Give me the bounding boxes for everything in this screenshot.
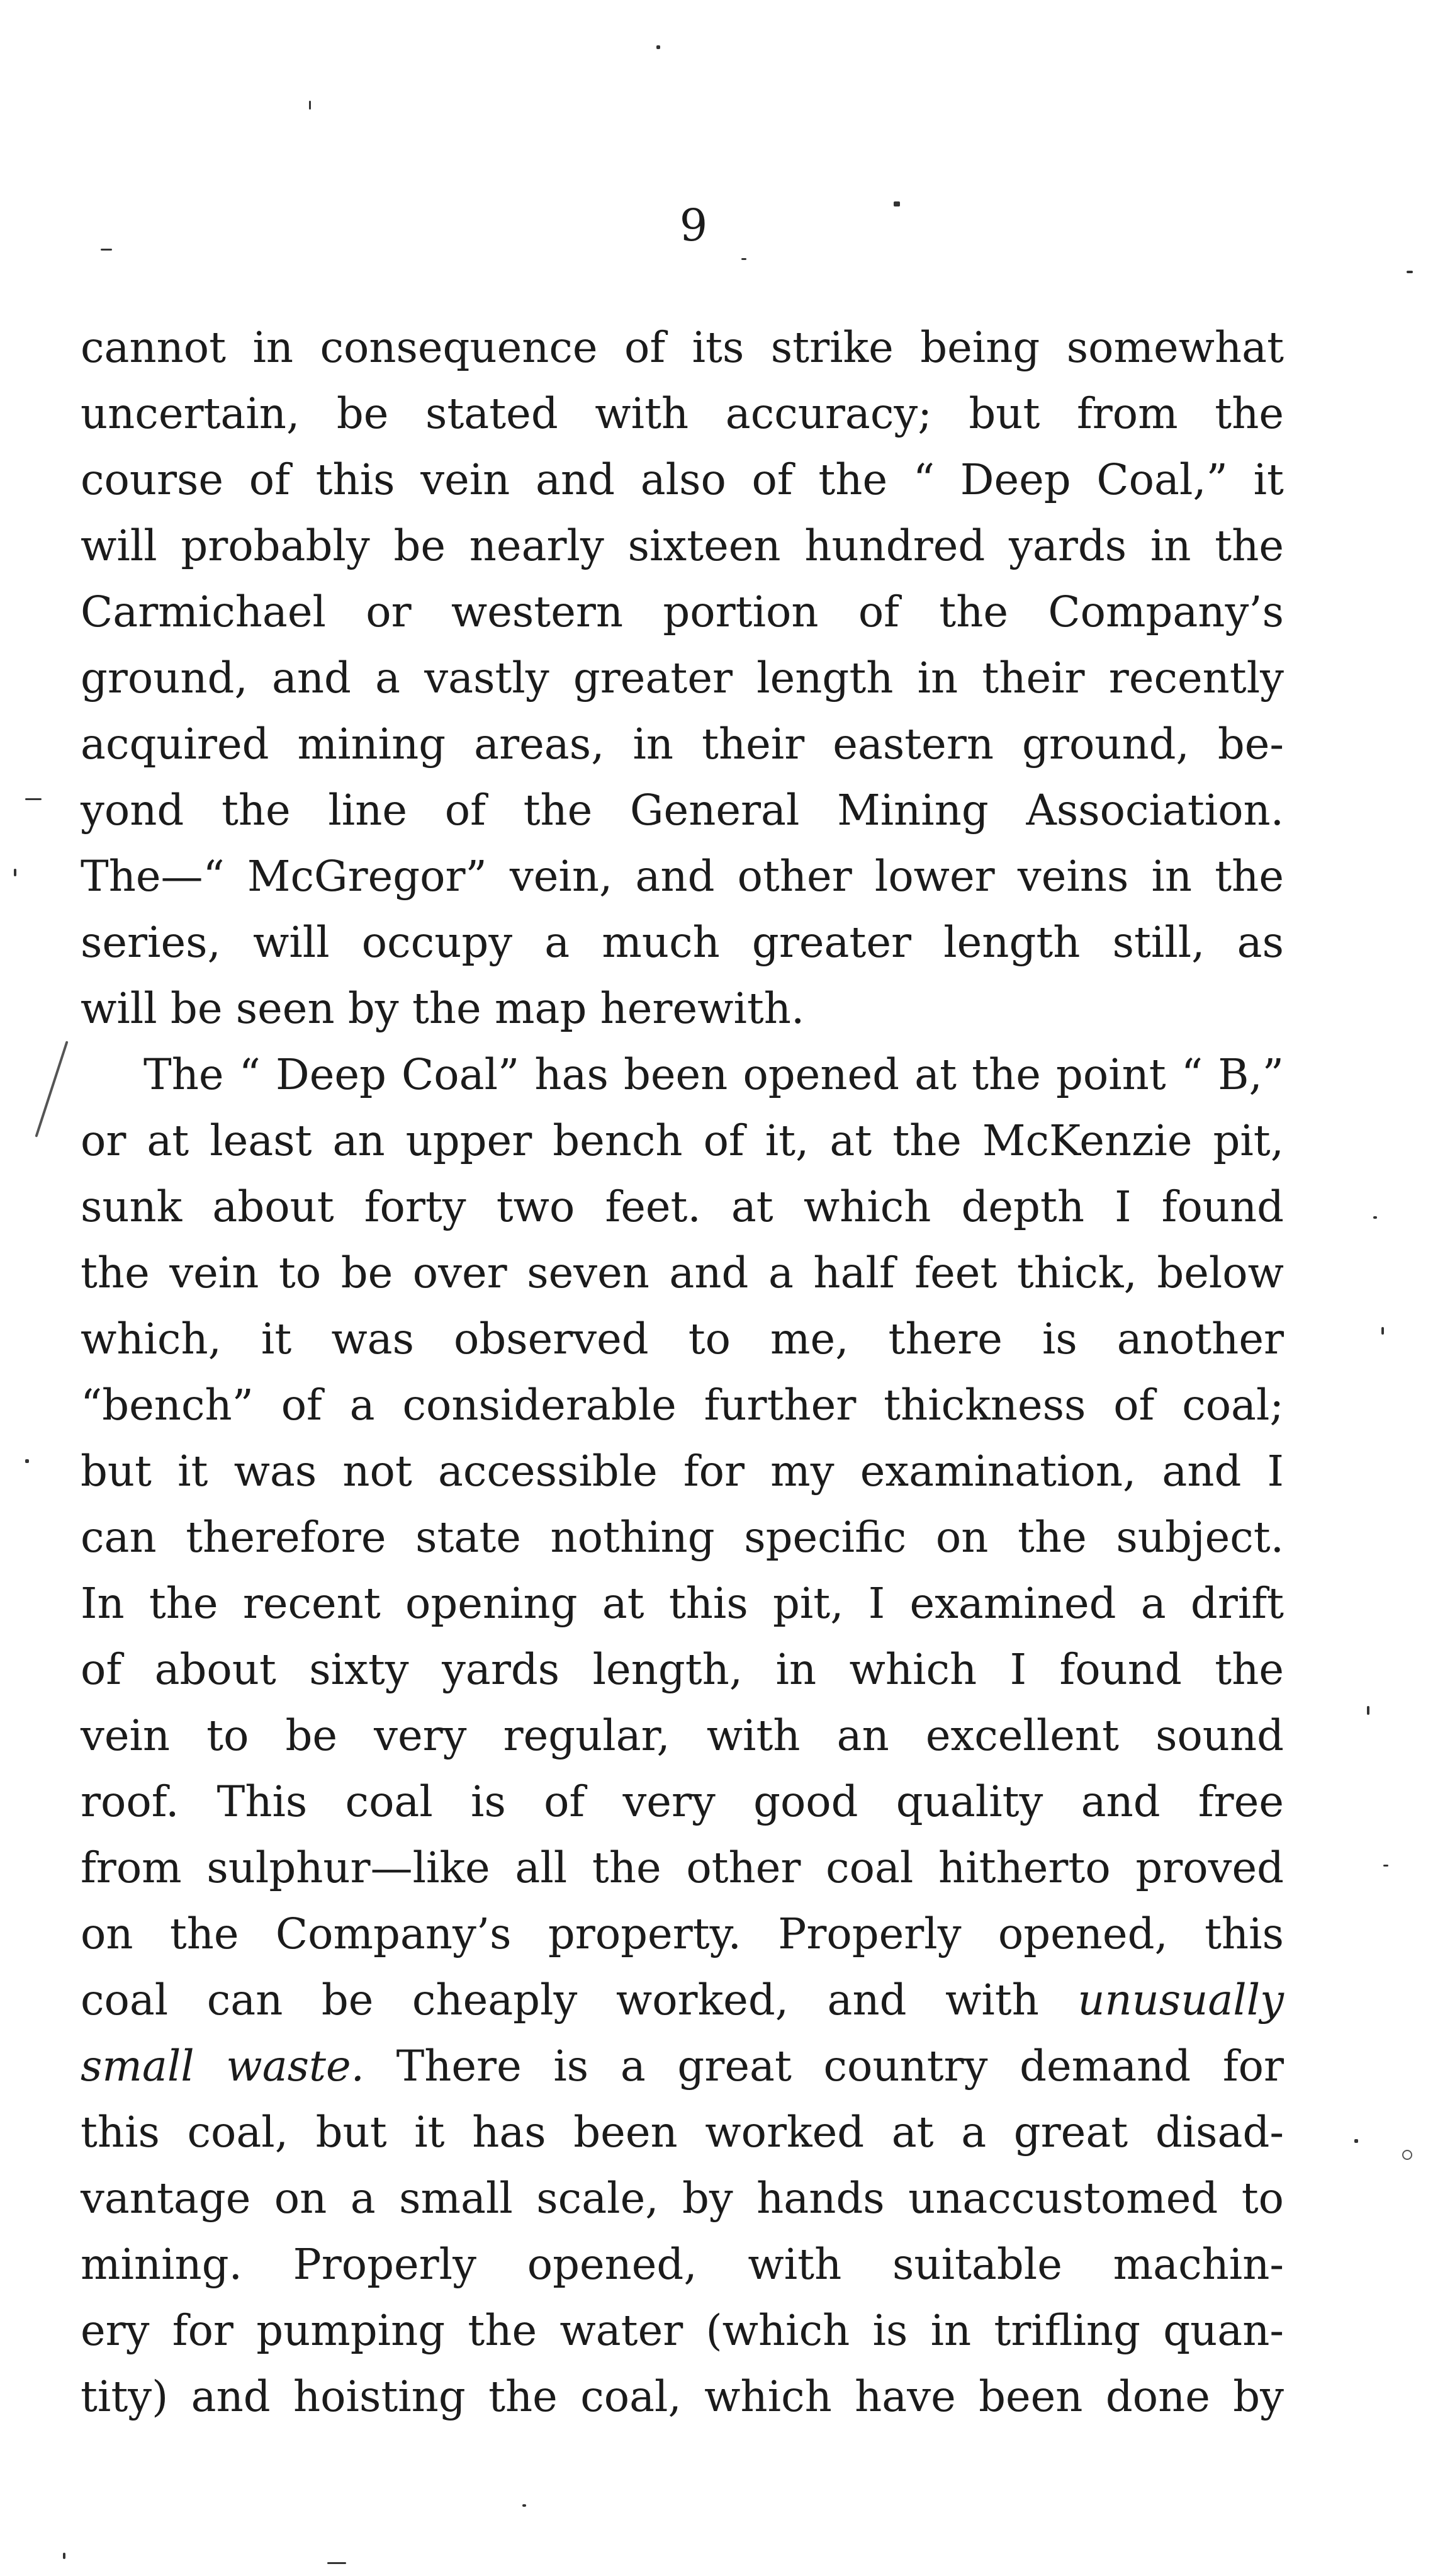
text-line: cannot in consequence of its strike being somewhat [81,323,1284,372]
text-line: this coal, but it has been worked at a great disad- [81,2108,1284,2157]
scan-speck [1383,1865,1388,1867]
scan-speck [101,249,112,251]
text-line [81,2033,1284,2099]
scan-speck [1407,271,1413,273]
text-line: The—“ McGregor” vein, and other lower veins in the [81,852,1284,901]
scan-speck [25,1459,29,1463]
text-line: series, will occupy a much greater length still, as [81,918,1284,967]
text-line: The “ Deep Coal” has been opened at the point “ B,” [143,1050,1284,1099]
scan-speck [327,2562,346,2564]
scan-speck [522,2504,526,2507]
scan-speck [35,1041,68,1137]
scan-speck [1367,1706,1369,1715]
scan-speck [1373,1216,1377,1219]
text-line: of about sixty yards length, in which I found the [81,1645,1284,1694]
text-line: on the Company’s property. Properly opened, this [81,1909,1284,1958]
scan-speck [1402,2150,1412,2160]
page-number: 9 [679,200,708,251]
scan-speck [894,201,900,206]
scan-speck [25,798,42,800]
scan-speck [741,258,746,260]
text-line: course of this vein and also of the “ Deep Coal,” it [81,455,1284,504]
scan-speck [309,101,311,110]
text-line: “bench” of a considerable further thickness of coal; [81,1381,1284,1430]
text-line: In the recent opening at this pit, I examined a drift [81,1579,1284,1628]
text-line: or at least an upper bench of it, at the McKenzie pit, [81,1116,1284,1165]
scan-speck [1381,1327,1384,1335]
text-line: roof. This coal is of very good quality and free [81,1777,1284,1826]
italic-run: unusually [1077,1975,1284,2025]
text-line: from sulphur—like all the other coal hitherto proved [81,1843,1284,1892]
text-line: which, it was observed to me, there is another [81,1314,1284,1364]
italic-run: small waste. [81,2042,364,2091]
scan-speck [63,2553,65,2559]
text-line: vantage on a small scale, by hands unaccustomed to [81,2174,1284,2223]
text-line: but it was not accessible for my examination, and I [81,1447,1284,1496]
text-line: yond the line of the General Mining Association. [81,786,1284,835]
text-run: There is a great country demand for [364,2042,1284,2091]
text-line: sunk about forty two feet. at which depth I found [81,1182,1284,1231]
text-line: will be seen by the map herewith. [81,984,805,1033]
text-line [81,1967,1284,2033]
body-text [81,315,1284,2430]
text-line: vein to be very regular, with an excellent sound [81,1711,1284,1760]
text-line: Carmichael or western portion of the Company’s [81,587,1284,636]
scan-speck [1354,2139,1358,2143]
paragraph-1 [81,315,1284,1042]
scan-speck [14,869,16,876]
text-line: ground, and a vastly greater length in their recently [81,653,1284,703]
text-line: tity) and hoisting the coal, which have been done by [81,2372,1284,2421]
text-line: the vein to be over seven and a half feet thick, below [81,1248,1284,1297]
text-line: acquired mining areas, in their eastern ground, be- [81,720,1284,769]
text-line: can therefore state nothing specific on the subject. [81,1513,1284,1562]
text-run: coal can be cheaply worked, and with [81,1975,1078,2025]
text-line: mining. Properly opened, with suitable machin- [81,2240,1284,2289]
text-line: ery for pumping the water (which is in trifling quan- [81,2306,1284,2355]
text-line: will probably be nearly sixteen hundred yards in the [81,521,1284,570]
scan-speck [656,45,660,49]
text-line: uncertain, be stated with accuracy; but from the [81,389,1284,438]
paragraph-2 [81,1042,1284,2430]
